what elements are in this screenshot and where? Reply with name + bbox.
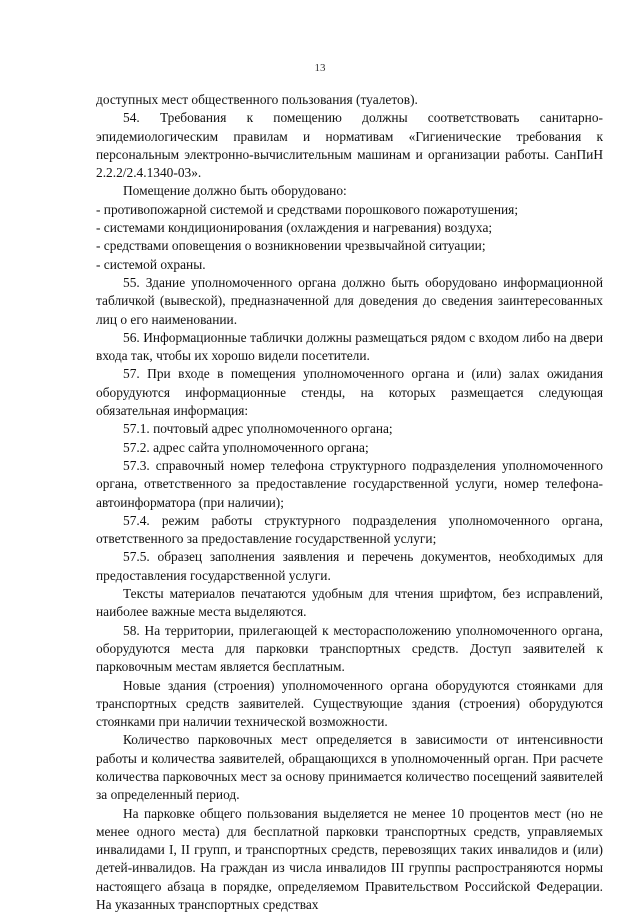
document-body [96,91,603,914]
paragraph-57: 57. При входе в помещения уполномоченного органа и (или) залах ожидания оборудуются информационные стенды, на которых размещается следующая обязательная информация: [96,366,603,419]
paragraph-57-2: 57.2. адрес сайта уполномоченного органа; [123,439,369,455]
paragraph-continuation: доступных мест общественного пользования (туалетов). [96,92,418,107]
list-item-security: - системой охраны. [96,256,206,272]
paragraph-texts-materials: Тексты материалов печатаются удобным для чтения шрифтом, без исправлений, наиболее важные места выделяются. [96,586,603,620]
list-item-emergency-alert: - средствами оповещения о возникновении чрезвычайной ситуации; [96,238,486,254]
paragraph-disabled-parking: На парковке общего пользования выделяется не менее 10 процентов мест (но не менее одного места) для бесплатной парковки транспортных средств, управляемых инвалидами I, II групп, и транспортных средств, перевозящих таких инвалидов и (или) детей-инвалидов. На граждан из числа инвалидов III группы распространяются нормы настоящего абзаца в порядке, определяемом Правительством Российской Федерации. На указанных транспортных средствах [96,805,603,913]
list-item-air-conditioning: - системами кондиционирования (охлаждения и нагревания) воздуха; [96,220,493,236]
paragraph-57-3: 57.3. справочный номер телефона структурного подразделения уполномоченного органа, ответственного за предоставление государственной услуги, номер телефона-автоинформатора (при наличии); [96,457,603,510]
paragraph-56: 56. Информационные таблички должны размещаться рядом с входом либо на двери входа так, чтобы их хорошо видели посетители. [96,329,603,364]
paragraph-new-buildings: Новые здания (строения) уполномоченного органа оборудуются стоянками для транспортных средств заявителей. Существующие здания (строения) оборудуются стоянками при наличии технической возможности. [96,677,603,730]
page-number: 13 [314,62,326,74]
paragraph-57-1: 57.1. почтовый адрес уполномоченного органа; [123,421,393,437]
paragraph-54: 54. Требования к помещению должны соответствовать санитарно-эпидемиологическим правилам и нормативам «Гигиенические требования к персональным электронно-вычислительным машинам и организации работы. СанПиН 2.2.2/2.4.1340-03». [96,110,603,181]
paragraph-58: 58. На территории, прилегающей к месторасположению уполномоченного органа, оборудуются места для парковки транспортных средств. Доступ заявителей к парковочным местам является бесплатным. [96,622,603,675]
paragraph-parking-count: Количество парковочных мест определяется в зависимости от интенсивности работы и количества заявителей, обращающихся в уполномоченный орган. При расчете количества парковочных мест за основу принимается количество посещений заявителей за определенный период. [96,732,603,803]
paragraph-equipment-intro: Помещение должно быть оборудовано: [123,183,347,199]
paragraph-55: 55. Здание уполномоченного органа должно быть оборудовано информационной табличкой (вывеской), предназначенной для доведения до сведения заинтересованных лиц о его наименовании. [96,274,603,327]
list-item-fire-system: - противопожарной системой и средствами порошкового пожаротушения; [96,201,519,217]
paragraph-57-5: 57.5. образец заполнения заявления и перечень документов, необходимых для предоставления государственной услуги. [96,549,603,583]
paragraph-57-4: 57.4. режим работы структурного подразделения уполномоченного органа, ответственного за предоставление государственной услуги; [96,512,603,547]
